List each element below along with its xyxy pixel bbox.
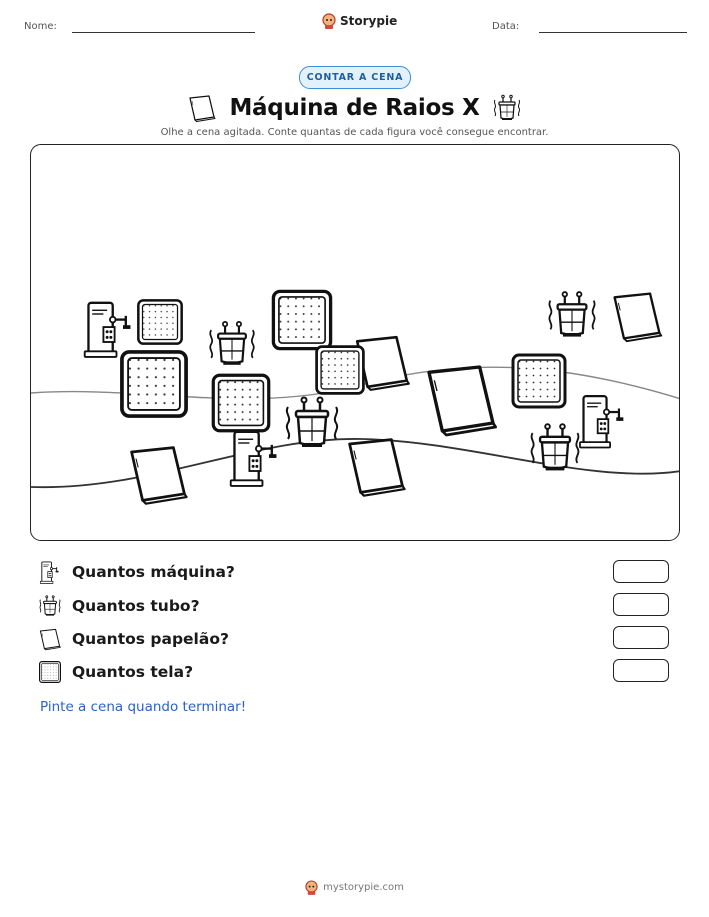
cardboard-icon: [429, 367, 496, 435]
xray-machine-icon: [231, 432, 277, 486]
instructions: Olhe a cena agitada. Conte quantas de cada figura você consegue encontrar.: [160, 127, 549, 138]
storypie-mascot-icon: [305, 880, 318, 895]
cardboard-icon: [350, 440, 405, 496]
tube-icon: [492, 93, 522, 123]
question-row: [38, 624, 229, 654]
brand-name: Storypie: [340, 14, 398, 28]
scene-drawing: [31, 145, 680, 541]
storypie-mascot-icon: [322, 13, 336, 29]
tube-icon: [549, 292, 594, 337]
screen-icon: [213, 375, 268, 430]
screen-icon: [273, 291, 330, 348]
answer-box[interactable]: [613, 560, 669, 583]
screen-icon: [138, 300, 181, 343]
answer-box[interactable]: [613, 593, 669, 616]
counting-scene: [30, 144, 680, 541]
question-text: Quantos máquina?: [72, 563, 235, 581]
cardboard-icon: [357, 337, 409, 390]
brand-logo: [322, 13, 397, 29]
tube-icon: [210, 322, 254, 365]
question-text: Quantos tela?: [72, 663, 194, 681]
xray-machine-icon: [580, 396, 623, 447]
site-url: mystorypie.com: [323, 882, 404, 893]
title-row: [0, 91, 709, 125]
page-title: Máquina de Raios X: [229, 95, 480, 121]
cardboard-icon: [187, 93, 217, 123]
site-footer: [0, 880, 709, 895]
name-label: Nome:: [24, 21, 57, 32]
cardboard-icon: [132, 448, 187, 504]
name-field[interactable]: [72, 32, 255, 33]
answer-box[interactable]: [613, 626, 669, 649]
screen-icon: [122, 352, 186, 416]
xray-machine-icon: [85, 303, 131, 357]
question-text: Quantos tubo?: [72, 597, 200, 615]
screen-icon: [317, 347, 364, 394]
cardboard-icon: [38, 626, 62, 652]
activity-badge: CONTAR A CENA: [299, 66, 411, 89]
question-row: [38, 591, 200, 621]
date-label: Data:: [492, 21, 520, 32]
date-field[interactable]: [539, 32, 687, 33]
coloring-note: Pinte a cena quando terminar!: [40, 699, 247, 715]
question-row: [38, 657, 193, 687]
tube-icon: [38, 593, 62, 619]
question-text: Quantos papelão?: [72, 630, 229, 648]
answer-box[interactable]: [613, 659, 669, 682]
question-row: [38, 557, 235, 587]
screen-icon: [513, 355, 565, 407]
cardboard-icon: [615, 294, 662, 342]
screen-icon: [38, 659, 62, 685]
xray-machine-icon: [38, 559, 62, 585]
